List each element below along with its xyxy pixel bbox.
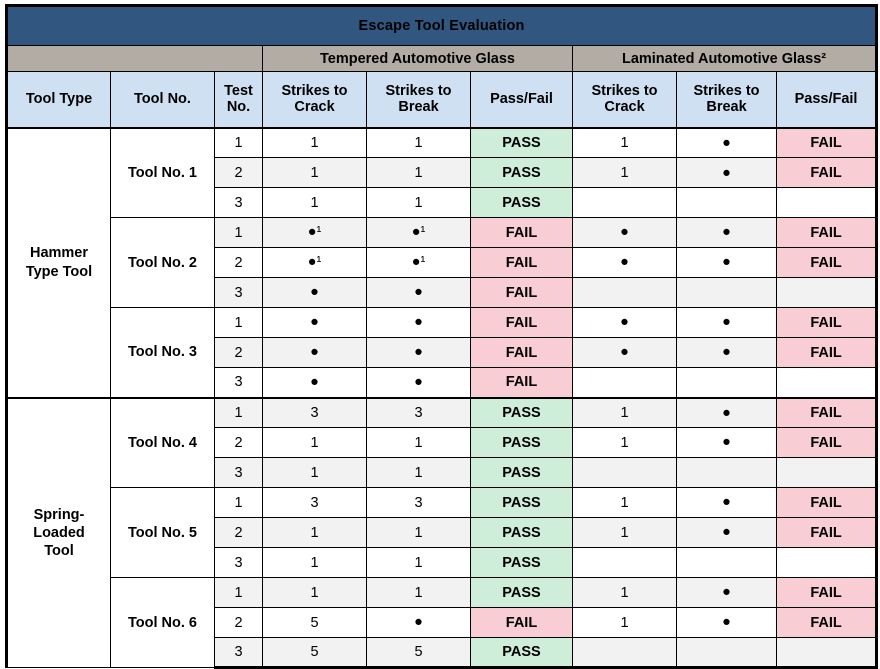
col-laminated-crack-line2: Crack	[604, 99, 645, 116]
tempered-strikes-crack: ●	[263, 368, 367, 398]
laminated-result	[777, 368, 877, 398]
tempered-strikes-break: 5	[367, 638, 471, 668]
laminated-strikes-crack: ●	[573, 338, 677, 368]
tempered-strikes-crack: 1	[263, 518, 367, 548]
laminated-strikes-break: ●	[677, 488, 777, 518]
tempered-strikes-crack: ●¹	[263, 218, 367, 248]
test-no: 1	[215, 578, 263, 608]
tempered-result: FAIL	[471, 248, 573, 278]
evaluation-table	[5, 4, 878, 669]
table-row	[7, 308, 877, 338]
test-no: 3	[215, 188, 263, 218]
tempered-strikes-crack: 1	[263, 548, 367, 578]
tempered-strikes-crack: ●¹	[263, 248, 367, 278]
laminated-strikes-break	[677, 368, 777, 398]
tempered-result: FAIL	[471, 278, 573, 308]
tempered-strikes-break: 3	[367, 398, 471, 428]
table-row	[7, 128, 877, 158]
tempered-strikes-break: ●	[367, 368, 471, 398]
laminated-strikes-crack	[573, 278, 677, 308]
tool-type-hammer-line1: Hammer	[29, 245, 89, 262]
laminated-result: FAIL	[777, 308, 877, 338]
col-tempered-break-line2: Break	[398, 99, 439, 116]
tempered-strikes-break: ●¹	[367, 218, 471, 248]
laminated-strikes-break: ●	[677, 218, 777, 248]
tempered-result: PASS	[471, 158, 573, 188]
laminated-result: FAIL	[777, 608, 877, 638]
tempered-strikes-break: 1	[367, 458, 471, 488]
laminated-strikes-crack	[573, 458, 677, 488]
col-laminated-break-line2: Break	[706, 99, 747, 116]
col-laminated-crack	[573, 72, 677, 128]
tempered-strikes-break: ●	[367, 608, 471, 638]
group-blank	[7, 46, 263, 72]
col-laminated-break	[677, 72, 777, 128]
col-test-no-line1: Test	[224, 82, 253, 99]
tool-type-spring-line1: Spring-	[33, 506, 85, 523]
laminated-result: FAIL	[777, 218, 877, 248]
laminated-result	[777, 278, 877, 308]
col-laminated-passfail: Pass/Fail	[777, 72, 877, 128]
laminated-result: FAIL	[777, 338, 877, 368]
laminated-strikes-crack: ●	[573, 248, 677, 278]
laminated-strikes-crack: 1	[573, 578, 677, 608]
laminated-strikes-crack	[573, 368, 677, 398]
page-title: Escape Tool Evaluation	[7, 6, 877, 46]
laminated-strikes-break: ●	[677, 158, 777, 188]
column-header-row	[7, 72, 877, 128]
col-tempered-crack	[263, 72, 367, 128]
tempered-result: PASS	[471, 128, 573, 158]
test-no: 1	[215, 308, 263, 338]
tempered-result: PASS	[471, 458, 573, 488]
laminated-strikes-crack	[573, 188, 677, 218]
table-row	[7, 218, 877, 248]
laminated-strikes-crack: 1	[573, 128, 677, 158]
tempered-strikes-break: 1	[367, 518, 471, 548]
test-no: 2	[215, 338, 263, 368]
test-no: 2	[215, 518, 263, 548]
laminated-strikes-crack	[573, 638, 677, 668]
tool-type-hammer	[7, 128, 111, 398]
laminated-strikes-crack: 1	[573, 518, 677, 548]
test-no: 3	[215, 278, 263, 308]
title-row	[7, 6, 877, 46]
group-tempered: Tempered Automotive Glass	[263, 46, 573, 72]
laminated-strikes-break: ●	[677, 578, 777, 608]
tempered-result: FAIL	[471, 338, 573, 368]
test-no: 3	[215, 368, 263, 398]
tool-name: Tool No. 2	[111, 218, 215, 308]
laminated-result: FAIL	[777, 398, 877, 428]
col-tempered-crack-line2: Crack	[294, 99, 335, 116]
laminated-result: FAIL	[777, 248, 877, 278]
tempered-result: FAIL	[471, 218, 573, 248]
tempered-strikes-crack: 5	[263, 638, 367, 668]
tempered-result: PASS	[471, 548, 573, 578]
laminated-result	[777, 188, 877, 218]
col-tool-no: Tool No.	[111, 72, 215, 128]
test-no: 2	[215, 608, 263, 638]
laminated-strikes-break: ●	[677, 338, 777, 368]
laminated-strikes-crack: 1	[573, 428, 677, 458]
laminated-result: FAIL	[777, 158, 877, 188]
tool-name: Tool No. 1	[111, 128, 215, 218]
laminated-strikes-break	[677, 638, 777, 668]
test-no: 2	[215, 428, 263, 458]
tempered-strikes-crack: 3	[263, 488, 367, 518]
tempered-strikes-break: 1	[367, 128, 471, 158]
laminated-strikes-crack: 1	[573, 488, 677, 518]
tool-name: Tool No. 3	[111, 308, 215, 398]
col-tempered-break	[367, 72, 471, 128]
col-tempered-passfail: Pass/Fail	[471, 72, 573, 128]
laminated-strikes-break	[677, 548, 777, 578]
tool-type-hammer-line2: Type Tool	[25, 263, 93, 280]
laminated-result: FAIL	[777, 488, 877, 518]
tempered-result: PASS	[471, 638, 573, 668]
laminated-strikes-break: ●	[677, 248, 777, 278]
laminated-strikes-break	[677, 278, 777, 308]
laminated-strikes-break: ●	[677, 398, 777, 428]
tempered-strikes-crack: 1	[263, 458, 367, 488]
tempered-strikes-break: 1	[367, 188, 471, 218]
laminated-strikes-break: ●	[677, 308, 777, 338]
tempered-result: PASS	[471, 578, 573, 608]
laminated-strikes-break: ●	[677, 128, 777, 158]
tool-name: Tool No. 5	[111, 488, 215, 578]
tempered-strikes-break: 1	[367, 158, 471, 188]
tempered-strikes-break: ●	[367, 308, 471, 338]
tempered-strikes-break: 3	[367, 488, 471, 518]
col-tempered-break-line1: Strikes to	[385, 82, 452, 99]
tool-name: Tool No. 4	[111, 398, 215, 488]
tool-type-spring-line2: Loaded	[33, 524, 85, 541]
laminated-strikes-break: ●	[677, 608, 777, 638]
laminated-result: FAIL	[777, 578, 877, 608]
test-no: 3	[215, 458, 263, 488]
col-test-no-line2: No.	[226, 99, 251, 116]
laminated-result: FAIL	[777, 428, 877, 458]
table-row	[7, 488, 877, 518]
test-no: 1	[215, 488, 263, 518]
laminated-result	[777, 548, 877, 578]
tempered-result: PASS	[471, 188, 573, 218]
laminated-strikes-crack: 1	[573, 398, 677, 428]
laminated-strikes-crack: 1	[573, 608, 677, 638]
laminated-strikes-break: ●	[677, 428, 777, 458]
laminated-result	[777, 458, 877, 488]
tempered-result: FAIL	[471, 308, 573, 338]
test-no: 1	[215, 398, 263, 428]
tempered-strikes-break: 1	[367, 548, 471, 578]
table-row	[7, 578, 877, 608]
laminated-strikes-crack: ●	[573, 308, 677, 338]
tempered-strikes-break: ●	[367, 278, 471, 308]
laminated-strikes-break: ●	[677, 518, 777, 548]
test-no: 2	[215, 248, 263, 278]
tempered-strikes-crack: 1	[263, 578, 367, 608]
test-no: 3	[215, 638, 263, 668]
col-tool-type: Tool Type	[7, 72, 111, 128]
tempered-strikes-crack: ●	[263, 338, 367, 368]
laminated-result: FAIL	[777, 128, 877, 158]
tempered-strikes-break: ●¹	[367, 248, 471, 278]
tool-type-spring-loaded	[7, 398, 111, 668]
test-no: 3	[215, 548, 263, 578]
tempered-strikes-crack: ●	[263, 278, 367, 308]
laminated-strikes-crack: ●	[573, 218, 677, 248]
tempered-result: PASS	[471, 398, 573, 428]
laminated-result: FAIL	[777, 518, 877, 548]
tempered-strikes-break: 1	[367, 428, 471, 458]
test-no: 2	[215, 158, 263, 188]
escape-tool-evaluation-table	[0, 4, 880, 660]
laminated-strikes-crack: 1	[573, 158, 677, 188]
col-tempered-crack-line1: Strikes to	[281, 82, 348, 99]
laminated-strikes-crack	[573, 548, 677, 578]
group-header-row	[7, 46, 877, 72]
group-laminated: Laminated Automotive Glass²	[573, 46, 877, 72]
tool-name: Tool No. 6	[111, 578, 215, 668]
tempered-strikes-crack: 3	[263, 398, 367, 428]
tool-type-spring-line3: Tool	[44, 542, 74, 559]
col-laminated-crack-line1: Strikes to	[591, 82, 658, 99]
test-no: 1	[215, 128, 263, 158]
laminated-result	[777, 638, 877, 668]
tempered-strikes-crack: ●	[263, 308, 367, 338]
tempered-strikes-crack: 1	[263, 128, 367, 158]
tempered-result: FAIL	[471, 368, 573, 398]
tempered-strikes-crack: 1	[263, 428, 367, 458]
tempered-strikes-crack: 1	[263, 188, 367, 218]
laminated-strikes-break	[677, 458, 777, 488]
col-laminated-break-line1: Strikes to	[693, 82, 760, 99]
test-no: 1	[215, 218, 263, 248]
tempered-result: PASS	[471, 488, 573, 518]
tempered-strikes-crack: 5	[263, 608, 367, 638]
col-test-no	[215, 72, 263, 128]
tempered-strikes-break: 1	[367, 578, 471, 608]
laminated-strikes-break	[677, 188, 777, 218]
tempered-result: PASS	[471, 428, 573, 458]
tempered-strikes-crack: 1	[263, 158, 367, 188]
tempered-result: PASS	[471, 518, 573, 548]
table-row	[7, 398, 877, 428]
tempered-strikes-break: ●	[367, 338, 471, 368]
tempered-result: FAIL	[471, 608, 573, 638]
